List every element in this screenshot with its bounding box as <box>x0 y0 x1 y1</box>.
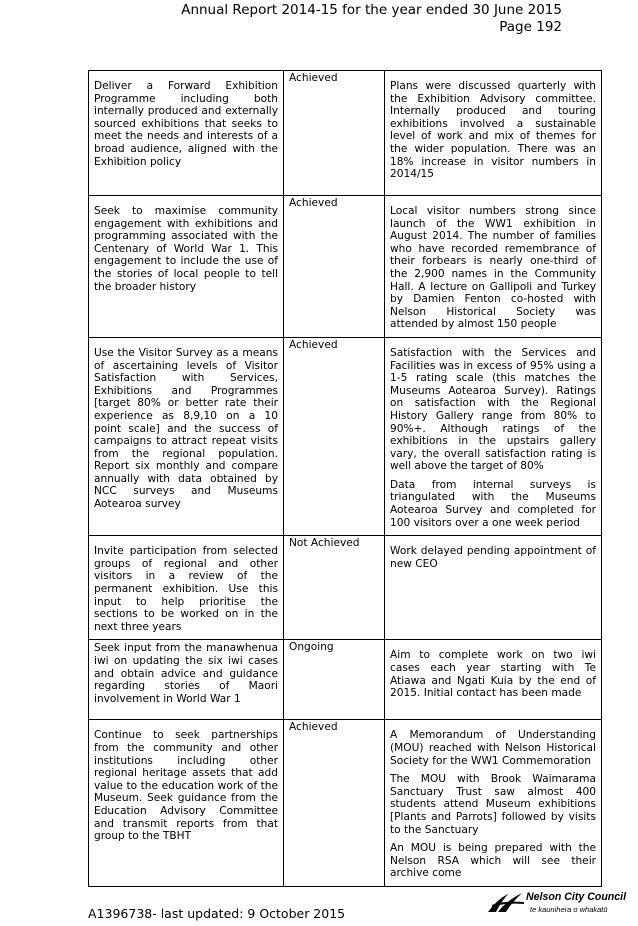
footer-doc-ref: A1396738- last updated: 9 October 2015 <box>88 906 346 921</box>
objective-cell: Seek to maximise community engagement with exhibitions and programming associated with the Centenary of World War 1. This engagement to include the use of the stories of local people to tell the broader history <box>89 196 284 338</box>
comment-paragraph: Aim to complete work on two iwi cases each year starting with Te Atiawa and Ngati Kuia by the end of 2015. Initial contact has been made <box>390 649 596 700</box>
report-title: Annual Report 2014-15 for the year ended 30 June 2015 <box>181 2 562 18</box>
logo-subtitle: te kaunihera o whakatū <box>530 905 608 914</box>
status-cell: Ongoing <box>284 640 385 720</box>
table-row <box>89 640 602 720</box>
comment-paragraph: Work delayed pending appointment of new CEO <box>390 545 596 570</box>
comment-paragraph: Satisfaction with the Services and Facilities was in excess of 95% using a 1-5 rating scale (this matches the Museums Aotearoa Survey). Ratings on satisfaction with the Regional History Gallery range from 80% to 90%+. Although ratings of the exhibitions in the upstairs gallery vary, the overall satisfaction rating is well above the target of 80% <box>390 346 596 473</box>
comment-paragraph: Local visitor numbers strong since launch of the WW1 exhibition in August 2014. The number of families who have recorded remembrance of their forbears is nearly one-third of the 2,900 names in the Community Hall. A lecture on Gallipoli and Turkey by Damien Fenton co-hosted with Nelson Historical Society was attended by almost 150 people <box>390 205 596 331</box>
status-cell: Achieved <box>284 337 385 535</box>
objective-cell: Invite participation from selected groups of regional and other visitors in a review of the permanent exhibition. Use this input to help prioritise the sections to be worked on in the next three years <box>89 536 284 640</box>
comments-cell <box>385 720 602 887</box>
comment-paragraph: A Memorandum of Understanding (MOU) reached with Nelson Historical Society for the WW1 Commemoration <box>390 729 596 767</box>
status-cell: Achieved <box>284 720 385 887</box>
comment-paragraph: The MOU with Brook Waimarama Sanctuary Trust saw almost 400 students attend Museum exhibitions [Plants and Parrots] followed by visits to the Sanctuary <box>390 773 596 836</box>
council-logo <box>486 888 626 918</box>
objective-cell: Continue to seek partnerships from the community and other institutions including other regional heritage assets that add value to the education work of the Museum. Seek guidance from the Education Advisory Committee and transmit reports from that group to the TBHT <box>89 720 284 887</box>
status-cell: Not Achieved <box>284 536 385 640</box>
objective-cell: Use the Visitor Survey as a means of ascertaining levels of Visitor Satisfaction with Services, Exhibitions and Programmes [target 80% or better rate their experience as 8,9,10 on a 10 point scale] and the success of campaigns to attract repeat visits from the regional population. Report six monthly and compare annually with data obtained by NCC surveys and Museums Aotearoa survey <box>89 337 284 535</box>
comments-cell <box>385 536 602 640</box>
comment-paragraph: An MOU is being prepared with the Nelson RSA which will see their archive come <box>390 842 596 880</box>
performance-table <box>88 70 602 887</box>
comment-paragraph: Plans were discussed quarterly with the Exhibition Advisory committee. Internally produced and touring exhibitions involved a sustainable level of work and mix of themes for the wider population. There was an 18% increase in visitor numbers in 2014/15 <box>390 80 596 181</box>
table-row <box>89 337 602 535</box>
page-number: Page 192 <box>499 19 562 35</box>
objective-cell: Seek input from the manawhenua iwi on updating the six iwi cases and obtain advice and guidance regarding stories of Maori involvement in World War 1 <box>89 640 284 720</box>
objective-cell: Deliver a Forward Exhibition Programme including both internally produced and externally sourced exhibitions that seeks to meet the needs and interests of a broad audience, aligned with the Exhibition policy <box>89 71 284 196</box>
logo-name: Nelson City Council <box>526 891 627 903</box>
comments-cell <box>385 640 602 720</box>
comments-cell <box>385 71 602 196</box>
page-header <box>181 2 562 36</box>
comments-cell <box>385 337 602 535</box>
nelson-city-council-logo-icon <box>486 890 526 914</box>
comment-paragraph: Data from internal surveys is triangulated with the Museums Aotearoa Survey and completed for 100 visitors over a one week period <box>390 478 596 529</box>
status-cell: Achieved <box>284 196 385 338</box>
comments-cell <box>385 196 602 338</box>
table-row <box>89 196 602 338</box>
table-row <box>89 720 602 887</box>
table-row <box>89 71 602 196</box>
status-cell: Achieved <box>284 71 385 196</box>
table-row <box>89 536 602 640</box>
